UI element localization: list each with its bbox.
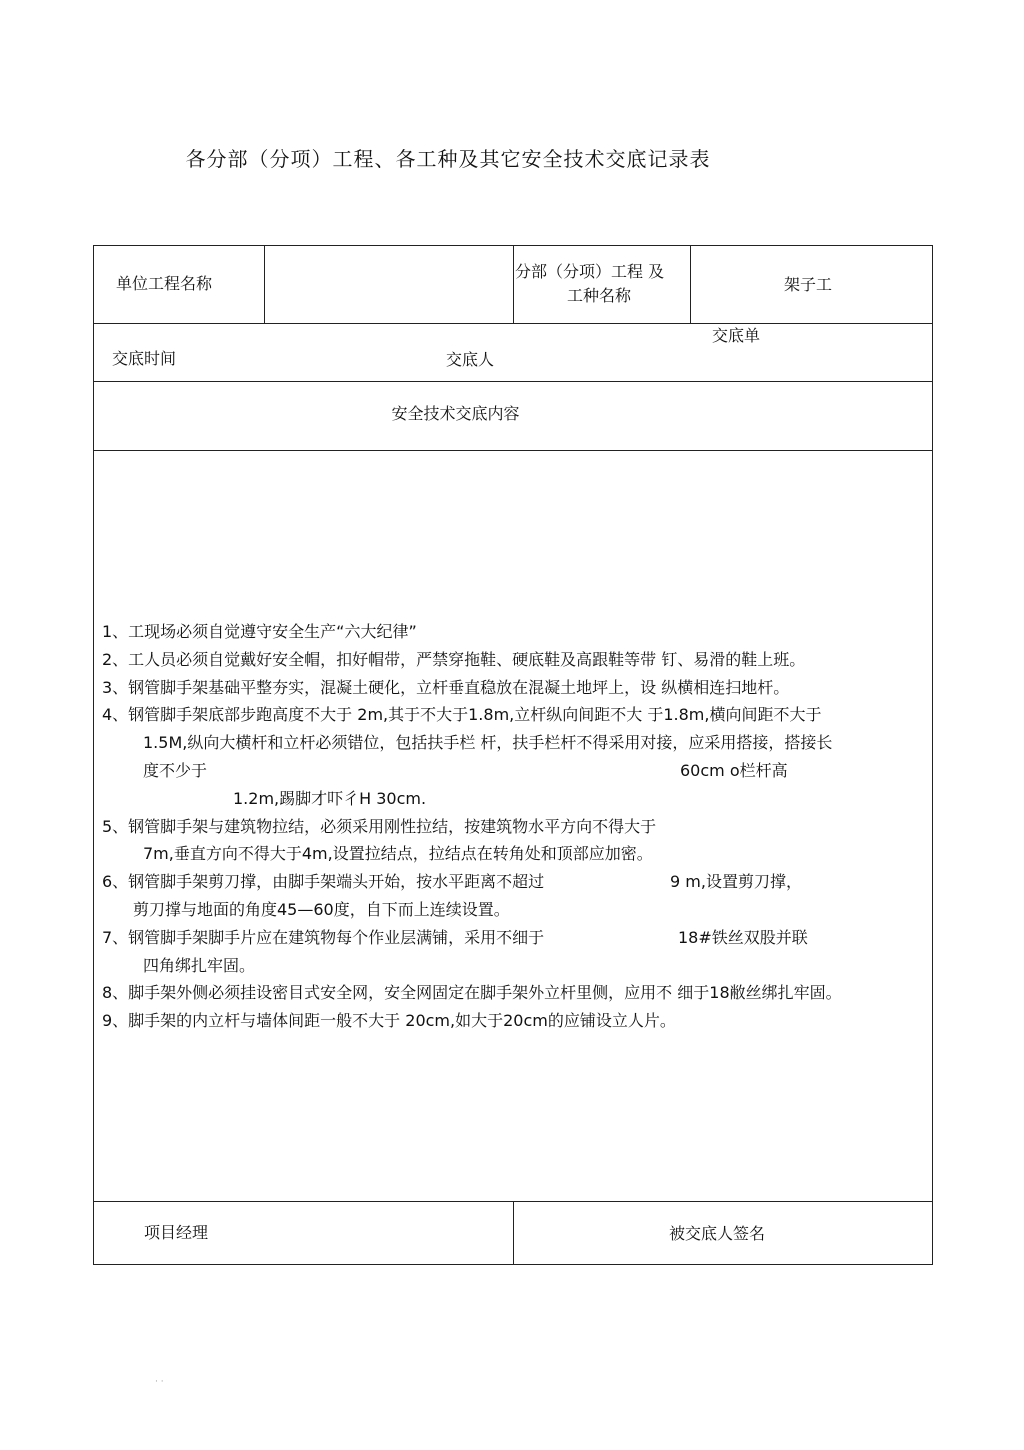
list-item: 四角绑扎牢固。 [143,955,256,975]
list-item: 8、脚手架外侧必须挂设密目式安全网，安全网固定在脚手架外立杆里侧，应用不 细于18敝丝绑扎牢固。 [102,983,842,1003]
col-divider [690,246,691,323]
cut-off-text [712,376,762,381]
disclosure-date-label: 交底时间 [112,349,177,368]
list-item: 度不少于 60cm o栏杆高 [143,760,788,780]
list-item: 9、脚手架的内立杆与墙体间距一般不大于 20cm,如大于20cm的应铺设立人片。 [102,1011,676,1031]
list-item: 剪刀撑与地面的角度45—60度，自下而上连续设置。 [133,899,510,919]
list-item: 3、钢管脚手架基础平整夯实，混凝土硬化，立杆垂直稳放在混凝土地坪上，设 纵横相连扫地杆。 [102,677,790,697]
project-manager-label: 项目经理 [144,1223,209,1242]
row-divider [94,450,932,451]
sub-project-label-line1: 分部（分项）工程 及 [515,262,665,281]
list-item: 2、工人员必须自觉戴好安全帽，扣好帽带，严禁穿拖鞋、硬底鞋及高跟鞋等带 钉、易滑的鞋上班。 [102,649,806,669]
col-divider [513,246,514,323]
sub-project-value: 架子工 [784,275,833,294]
list-item: 1、工现场必须自觉遵守安全生产“六大纪律” [102,622,417,641]
list-item: 4、钢管脚手架底部步跑高度不大于 2m,其于不大于1.8m,立杆纵向间距不大 于1.8m,横向间距不大于 [102,705,822,725]
presenter-label: 交底人 [446,350,495,369]
sub-project-label-line2: 工种名称 [567,286,632,305]
list-item: 1.5M,纵向大横杆和立杆必须错位，包括扶手栏 杆，扶手栏杆不得采用对接，应采用搭接，搭接长 [143,733,833,753]
disclosure-table [93,245,933,1265]
list-item: 7m,垂直方向不得大于4m,设置拉结点，拉结点在转角处和顶部应加密。 [143,844,653,864]
safety-items-list [102,618,932,1035]
list-item: 6、钢管脚手架剪刀撑，由脚手架端头开始，按水平距离不超过 9 m,设置剪刀撑， [102,872,802,892]
disclosure-unit-label: 交底单 [712,326,761,345]
row-divider [94,323,932,324]
col-divider [264,246,265,323]
sub-project-label [515,261,690,307]
document-title: 各分部（分项）工程、各工种及其它安全技术交底记录表 [185,147,711,171]
signature-label: 被交底人签名 [669,1224,766,1243]
scan-mark: · · [155,1377,164,1387]
col-divider [513,1201,514,1265]
list-item: 1.2m,踢脚才吓彳H 30cm. [233,788,427,808]
row-divider [94,381,932,382]
content-header: 安全技术交底内容 [391,404,520,423]
list-item: 7、钢管脚手架脚手片应在建筑物每个作业层满铺，采用不细于 18#铁丝双股并联 [102,927,808,947]
list-item: 5、钢管脚手架与建筑物拉结，必须采用刚性拉结，按建筑物水平方向不得大于 [102,816,657,836]
unit-project-label: 单位工程名称 [116,274,213,293]
